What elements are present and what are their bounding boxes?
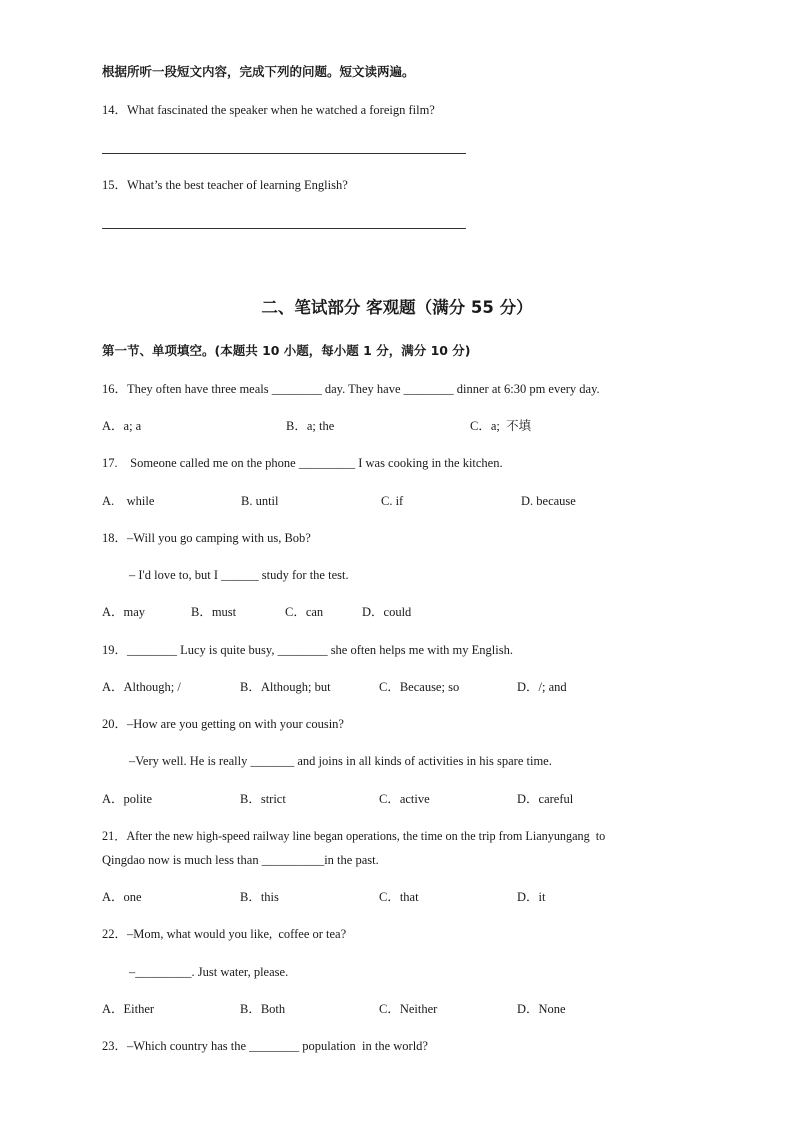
q18-option-a[interactable]: A．may xyxy=(102,605,146,619)
question-15: 15．What’s the best teacher of learning English? xyxy=(102,178,348,192)
question-21-line1: 21．After the new high-speed railway line began operations, the time on the trip from Lianyungang to xyxy=(102,829,606,843)
q19-option-d[interactable]: D．/; and xyxy=(517,680,567,694)
q16-option-b[interactable]: B．a; the xyxy=(286,419,335,433)
q19-option-a[interactable]: A．Although; / xyxy=(102,680,181,694)
q21-option-c[interactable]: C．that xyxy=(379,890,419,904)
q16-option-c[interactable]: C．a; 不填 xyxy=(470,419,532,433)
question-18-line2: – I'd love to, but I ______ study for the test. xyxy=(129,568,349,582)
question-16-stem: 16．They often have three meals ________ day. They have ________ dinner at 6:30 pm every day. xyxy=(102,382,600,396)
q18-option-c[interactable]: C．can xyxy=(285,605,324,619)
q19-option-c[interactable]: C．Because; so xyxy=(379,680,460,694)
question-18-line1: 18．–Will you go camping with us, Bob? xyxy=(102,531,311,545)
answer-line-14[interactable] xyxy=(102,153,466,154)
q20-option-c[interactable]: C．active xyxy=(379,792,430,806)
part1-heading: 第一节、单项填空。(本题共 10 小题，每小题 1 分，满分 10 分) xyxy=(102,343,471,358)
q21-option-b[interactable]: B．this xyxy=(240,890,279,904)
answer-line-15[interactable] xyxy=(102,228,466,229)
q22-option-d[interactable]: D．None xyxy=(517,1002,566,1016)
q17-option-a[interactable]: A. while xyxy=(102,494,155,508)
q20-option-a[interactable]: A．polite xyxy=(102,792,152,806)
question-22-line1: 22．–Mom, what would you like, coffee or tea? xyxy=(102,927,347,941)
q16-option-a[interactable]: A．a; a xyxy=(102,419,142,433)
question-14: 14．What fascinated the speaker when he watched a foreign film? xyxy=(102,103,435,117)
question-21-line2: Qingdao now is much less than __________in the past. xyxy=(102,853,379,867)
section-title: 二、笔试部分 客观题（满分 55 分） xyxy=(261,298,533,317)
q18-option-b[interactable]: B．must xyxy=(191,605,237,619)
q20-option-b[interactable]: B．strict xyxy=(240,792,286,806)
question-20-line1: 20．–How are you getting on with your cousin? xyxy=(102,717,344,731)
question-17-stem: 17. Someone called me on the phone _________ I was cooking in the kitchen. xyxy=(102,456,503,470)
q19-option-b[interactable]: B．Although; but xyxy=(240,680,331,694)
q17-option-d[interactable]: D. because xyxy=(521,494,576,508)
question-23-line1: 23．–Which country has the ________ population in the world? xyxy=(102,1039,428,1053)
q21-option-a[interactable]: A．one xyxy=(102,890,142,904)
q22-option-a[interactable]: A．Either xyxy=(102,1002,155,1016)
listening-instruction: 根据所听一段短文内容，完成下列的问题。短文读两遍。 xyxy=(102,64,415,79)
question-22-line2: –_________. Just water, please. xyxy=(129,965,289,979)
q17-option-c[interactable]: C. if xyxy=(381,494,404,508)
question-19-stem: 19．________ Lucy is quite busy, ________ she often helps me with my English. xyxy=(102,643,513,657)
q18-option-d[interactable]: D．could xyxy=(362,605,412,619)
q22-option-b[interactable]: B．Both xyxy=(240,1002,286,1016)
q17-option-b[interactable]: B. until xyxy=(241,494,279,508)
question-20-line2: –Very well. He is really _______ and joins in all kinds of activities in his spare time. xyxy=(129,754,552,768)
q22-option-c[interactable]: C．Neither xyxy=(379,1002,438,1016)
q21-option-d[interactable]: D．it xyxy=(517,890,546,904)
q20-option-d[interactable]: D．careful xyxy=(517,792,574,806)
